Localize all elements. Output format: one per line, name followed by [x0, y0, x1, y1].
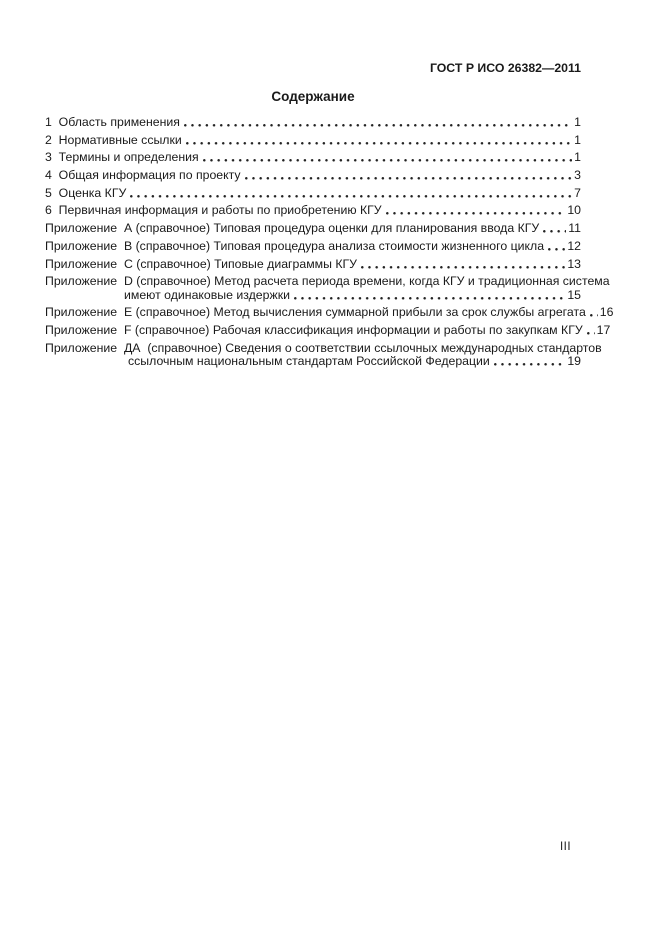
toc-page-number: 3 [574, 168, 581, 183]
toc-entry [45, 134, 581, 148]
dot-leader [543, 230, 566, 233]
toc-entry [45, 305, 614, 320]
toc-entry [45, 340, 602, 369]
toc-entry-line [45, 323, 611, 338]
toc-page-number: 1 [574, 115, 581, 129]
toc-entry-line [45, 222, 581, 236]
toc-page-number: 17 [596, 323, 611, 338]
toc-entry [45, 151, 581, 165]
dot-leader [590, 314, 598, 317]
toc-entry-line [45, 204, 581, 218]
toc-entry-continuation-line [45, 355, 581, 369]
toc-page-number: 10 [567, 203, 581, 218]
toc-entry [45, 323, 611, 338]
toc-page-number: 12 [567, 238, 581, 253]
toc-entry-text: Приложение D (справочное) Метод расчета периода времени, когда КГУ и традиционная система [45, 274, 610, 289]
toc-entry-line [45, 274, 610, 289]
toc-page-number: 16 [599, 305, 614, 320]
toc-entry-text: 3 Термины и определения [45, 150, 199, 165]
dot-leader [186, 142, 572, 145]
toc-page-number: 13 [567, 256, 581, 271]
toc-entry-text: имеют одинаковые издержки [124, 287, 290, 302]
dot-leader [386, 212, 566, 215]
toc-entry-text: Приложение С (справочное) Типовые диаграммы КГУ [45, 256, 357, 271]
toc-entry-line [45, 240, 581, 254]
toc-entry [45, 187, 581, 201]
dot-leader [184, 124, 572, 127]
toc-entry-text: Приложение В (справочное) Типовая процедура анализа стоимости жизненного цикла [45, 238, 545, 253]
toc-entry-continuation-line [45, 289, 581, 303]
dot-leader [361, 266, 565, 269]
toc-list [45, 115, 614, 369]
toc-page-number: 19 [567, 354, 581, 369]
standard-designation: ГОСТ Р ИСО 26382—2011 [429, 61, 581, 75]
toc-entry-line [45, 116, 581, 130]
toc-entry-text: 4 Общая информация по проекту [45, 168, 241, 183]
toc-entry-line [45, 151, 581, 165]
toc-entry-line [45, 134, 581, 148]
toc-page-number: 7 [574, 185, 581, 200]
toc-entry [45, 169, 581, 183]
toc-entry-text: ссылочным национальным стандартам Российской Федерации [128, 354, 490, 369]
toc-entry-text: Приложение А (справочное) Типовая процедура оценки для планирования ввода КГУ [45, 221, 540, 236]
toc-entry-text: 1 Область применения [45, 115, 180, 129]
toc-entry-text: Приложение ДА (справочное) Сведения о соответствии ссылочных международных стандартов [45, 340, 602, 355]
dot-leader [203, 159, 572, 162]
page-content [45, 0, 614, 369]
toc-page-number: 1 [574, 150, 581, 165]
toc-entry [45, 116, 581, 130]
dot-leader [245, 177, 573, 180]
toc-entry-line [45, 187, 581, 201]
toc-entry-text: 6 Первичная информация и работы по приобретению КГУ [45, 203, 382, 218]
toc-entry [45, 258, 581, 272]
dot-leader [587, 332, 595, 335]
dot-leader [294, 297, 565, 300]
dot-leader [130, 195, 572, 198]
dot-leader [548, 248, 565, 251]
toc-entry-line [45, 340, 602, 356]
toc-entry-line [45, 169, 581, 183]
toc-entry-text: Приложение Е (справочное) Метод вычисления суммарной прибыли за срок службы агрегата [45, 305, 586, 320]
toc-entry-line [45, 258, 581, 272]
toc-page-number: 15 [567, 287, 581, 302]
toc-entry [45, 240, 581, 254]
toc-page-number: 1 [574, 132, 581, 147]
toc-entry-text: 5 Оценка КГУ [45, 185, 127, 200]
page-number-folio: III [559, 841, 572, 853]
toc-entry-text: Приложение F (справочное) Рабочая классификация информации и работы по закупкам КГУ [45, 323, 583, 338]
dot-leader [494, 363, 566, 366]
page-title: Содержание [271, 89, 355, 104]
toc-entry-line [45, 305, 614, 320]
toc-page-number: 11 [568, 221, 581, 236]
toc-entry [45, 274, 610, 302]
toc-entry-text: 2 Нормативные ссылки [45, 132, 182, 147]
toc-entry [45, 222, 581, 236]
toc-entry [45, 204, 581, 218]
